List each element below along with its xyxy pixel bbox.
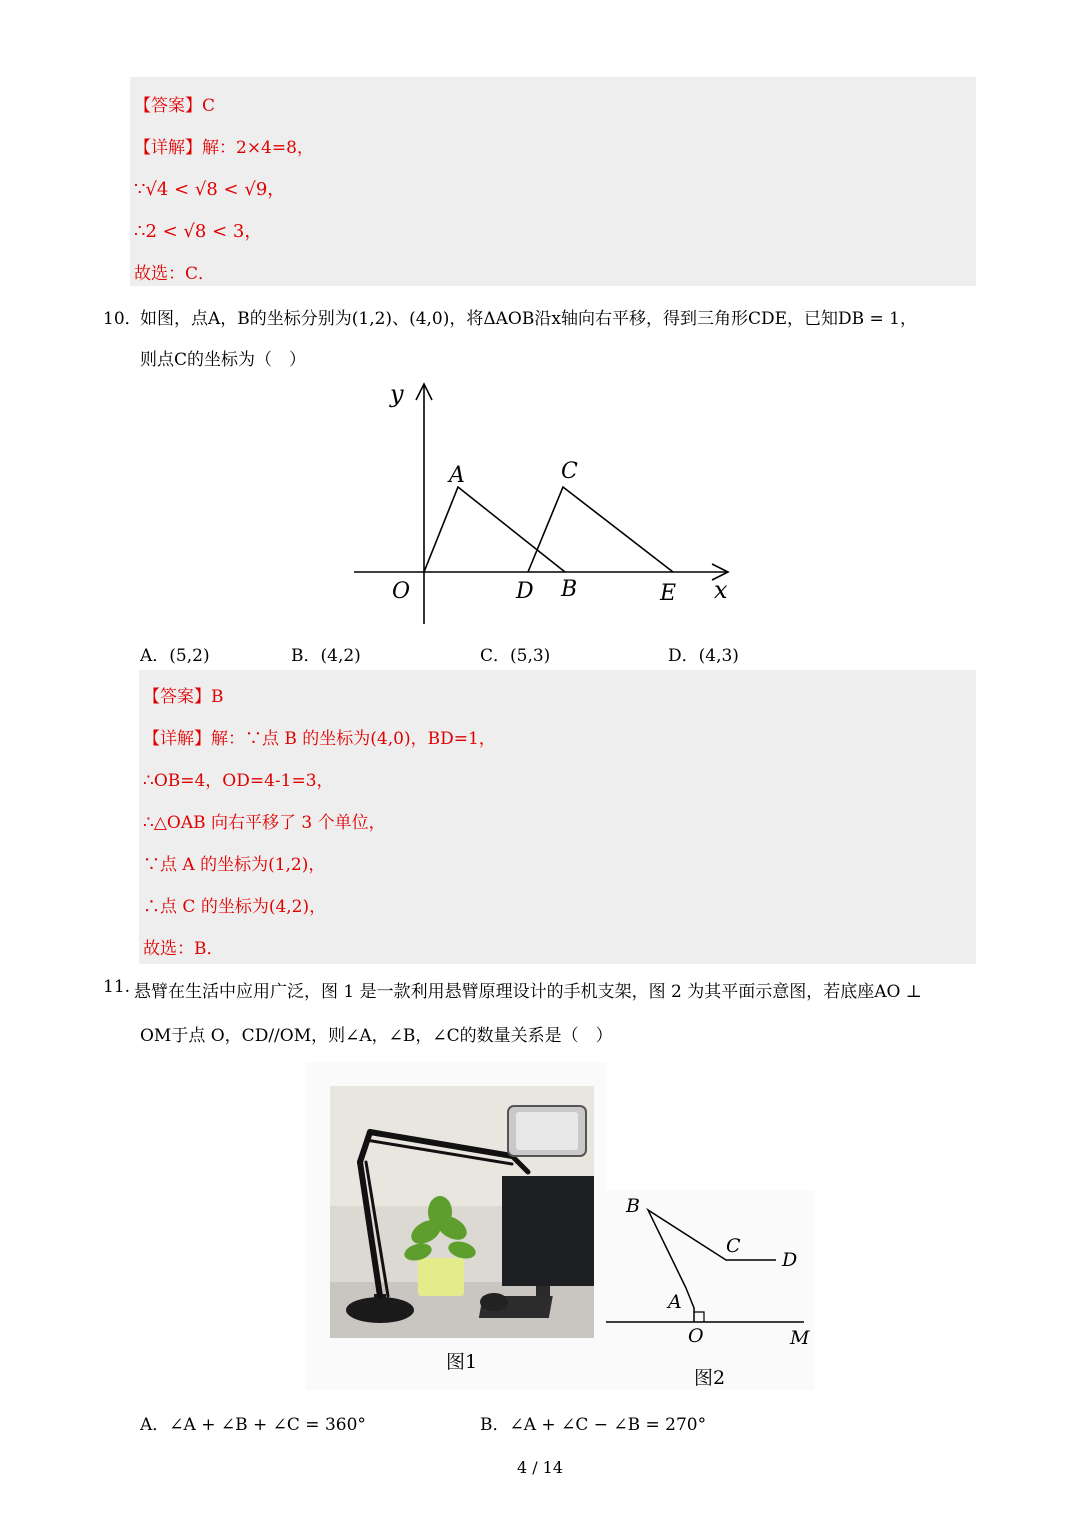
plant-pot — [418, 1258, 464, 1296]
option-text: (4,2) — [320, 646, 361, 666]
q10-step-5: ∴点 C 的坐标为(4,2)， — [143, 897, 327, 917]
option-text: (4,3) — [698, 646, 739, 666]
answer-value: B — [211, 687, 224, 707]
option-key: D． — [668, 646, 699, 666]
option-text: ∠A + ∠B + ∠C = 360° — [169, 1415, 366, 1435]
q10-stem-line2: 则点C的坐标为（ ） — [140, 350, 307, 370]
q11-option-a[interactable] — [140, 1410, 366, 1435]
q10-step-2: ∴OB=4，OD=4-1=3， — [143, 771, 334, 791]
q10-step-4: ∵点 A 的坐标为(1,2)， — [143, 855, 326, 875]
detail-text: 解：2×4=8， — [202, 138, 314, 158]
q11-number: 11. — [103, 977, 131, 997]
detail-text: 解：∵点 B 的坐标为(4,0)，BD=1， — [211, 729, 496, 749]
fig2-caption: 图2 — [694, 1367, 726, 1389]
q9-answer-line — [134, 91, 215, 116]
option-text: (5,3) — [510, 646, 551, 666]
label-x: x — [714, 576, 728, 604]
answer-value: C — [202, 96, 216, 116]
q10-step-3: ∴△OAB 向右平移了 3 个单位， — [143, 813, 386, 833]
option-key: C． — [480, 646, 511, 666]
fig1-caption: 图1 — [446, 1351, 478, 1373]
q11-figure2-diagram — [600, 1190, 814, 1390]
mouse-icon — [480, 1293, 508, 1311]
option-text: ∠A + ∠C − ∠B = 270° — [509, 1415, 707, 1435]
q11-stem-line2: OM于点 O，CD//OM，则∠A，∠B，∠C的数量关系是（ ） — [140, 1026, 613, 1046]
option-key: A． — [140, 646, 170, 666]
label-y: y — [390, 380, 404, 408]
q9-answer-box — [130, 77, 976, 286]
label-o: O — [392, 579, 411, 604]
label-b: B — [561, 577, 578, 602]
q9-detail-line — [134, 133, 314, 158]
monitor-icon — [502, 1176, 594, 1286]
q10-option-c[interactable] — [480, 641, 550, 666]
q10-step-6: 故选：B． — [143, 939, 224, 959]
label-c: C — [561, 459, 578, 484]
q10-coordinate-figure — [350, 376, 768, 624]
fig2-label-d: D — [782, 1249, 798, 1271]
q10-answer-line — [143, 682, 224, 707]
label-a: A — [449, 463, 465, 488]
q10-option-b[interactable] — [291, 641, 361, 666]
q10-option-a[interactable] — [140, 641, 210, 666]
option-text: (5,2) — [169, 646, 210, 666]
label-d: D — [516, 579, 534, 604]
q10-stem-line1: 如图，点A，B的坐标分别为(1,2)、(4,0)，将ΔAOB沿x轴向右平移，得到三角形CDE，已知DB = 1， — [140, 309, 917, 329]
q9-step-4: 故选：C． — [134, 264, 216, 284]
fig2-label-a: A — [668, 1291, 682, 1313]
q10-answer-box — [139, 670, 976, 964]
option-key: B． — [291, 646, 321, 666]
label-e: E — [660, 581, 677, 606]
fig2-label-b: B — [626, 1195, 640, 1217]
fig2-label-o: O — [688, 1325, 704, 1347]
q10-option-d[interactable] — [668, 641, 739, 666]
q11-figure1-phone-stand-photo — [306, 1062, 606, 1390]
detail-tag: 【详解】 — [134, 138, 202, 158]
q11-option-b[interactable] — [480, 1410, 706, 1435]
fig2-label-c: C — [726, 1235, 741, 1257]
page-number: 4 / 14 — [516, 1458, 564, 1477]
q11-stem-line1: 悬臂在生活中应用广泛，图 1 是一款利用悬臂原理设计的手机支架，图 2 为其平面示意图，若底座AO ⊥ — [134, 982, 922, 1002]
fig2-label-m: M — [790, 1327, 810, 1349]
q9-step-3: ∴2 < √8 < 3， — [134, 221, 263, 242]
option-key: B． — [480, 1415, 510, 1435]
q10-detail-line — [143, 724, 496, 749]
answer-tag: 【答案】 — [143, 687, 211, 707]
detail-tag: 【详解】 — [143, 729, 211, 749]
q10-number: 10． — [103, 309, 142, 329]
option-key: A． — [140, 1415, 170, 1435]
answer-tag: 【答案】 — [134, 96, 202, 116]
q9-step-2: ∵√4 < √8 < √9， — [134, 179, 286, 200]
